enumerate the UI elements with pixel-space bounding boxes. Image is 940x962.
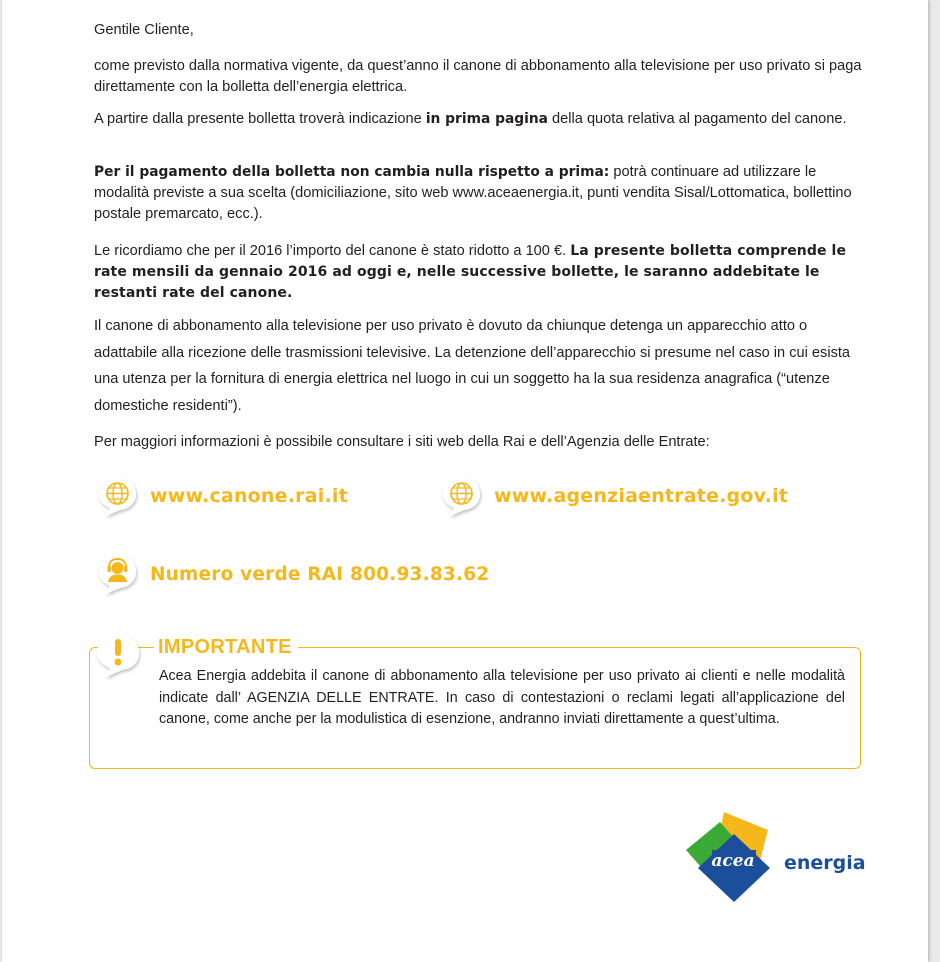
paragraph-first-page — [94, 109, 864, 130]
acea-energia-logo — [682, 810, 866, 905]
acea-logo-mark — [682, 810, 782, 905]
contact-rai-phone[interactable] — [96, 552, 489, 596]
p3-bold: Per il pagamento della bolletta non cambia nulla rispetto a prima: — [94, 164, 610, 180]
paragraph-definition: Il canone di abbonamento alla televisione per uso privato è dovuto da chiunque detenga un apparecchio atto o adattabile alla ricezione delle trasmissioni televisive. La detenzione dell’apparecchio si presume nel caso in cui esista una utenza per la fornitura di energia elettrica nel luogo in cui un soggetto ha la sua residenza anagrafica (“utenze domestiche residenti”). — [94, 318, 851, 414]
p4-bold: La presente bolletta comprende le rate mensili da gennaio 2016 ad oggi e, nelle successive bollette, le saranno addebitate le restanti rate del canone. — [94, 243, 847, 301]
phone-operator-icon — [96, 552, 140, 596]
important-text: Acea Energia addebita il canone di abbonamento alla televisione per uso privato ai clienti e nelle modalità indicate dall’ AGENZIA DELLE ENTRATE. In caso di contestazioni o reclami legati all’applicazione del canone, come anche per la modulistica di esenzione, andranno inviati direttamente a quest’ultima. — [159, 668, 845, 727]
rai-phone-number[interactable]: Numero verde RAI 800.93.83.62 — [150, 563, 490, 585]
p2-bold: in prima pagina — [425, 111, 548, 127]
paragraph-more-info: Per maggiori informazioni è possibile consultare i siti web della Rai e dell’Agenzia delle Entrate: — [94, 434, 710, 450]
globe-icon — [96, 474, 140, 518]
p2-text-c: della quota relativa al pagamento del canone. — [548, 111, 847, 127]
svg-text:acea: acea — [711, 851, 755, 871]
contact-rai-site[interactable] — [96, 474, 348, 518]
document-page — [2, 0, 928, 962]
contact-agenzia-site[interactable] — [440, 474, 788, 518]
logo-word-energia: energia — [784, 852, 866, 874]
paragraph-amount — [94, 241, 864, 304]
greeting: Gentile Cliente, — [94, 22, 194, 38]
globe-icon — [440, 474, 484, 518]
p2-text-a: A partire dalla presente bolletta troverà indicazione — [94, 111, 426, 127]
p4-text: Le ricordiamo che per il 2016 l’importo del canone è stato ridotto a 100 €. — [94, 243, 571, 259]
exclamation-icon — [95, 631, 147, 683]
p3-text: potrà continuare ad utilizzare le modalità previste a sua scelta (domiciliazione, sito web www.aceaenergia.it, punti vendita Sisal/Lottomatica, bollettino postale premarcato, ecc.). — [94, 164, 852, 222]
paragraph-intro: come previsto dalla normativa vigente, da quest’anno il canone di abbonamento alla televisione per uso privato si paga direttamente con la bolletta dell’energia elettrica. — [94, 58, 862, 95]
rai-site-link[interactable]: www.canone.rai.it — [150, 485, 348, 507]
important-title: IMPORTANTE — [154, 636, 298, 659]
agenzia-site-link[interactable]: www.agenziaentrate.gov.it — [494, 485, 789, 507]
paragraph-payment — [94, 162, 864, 225]
